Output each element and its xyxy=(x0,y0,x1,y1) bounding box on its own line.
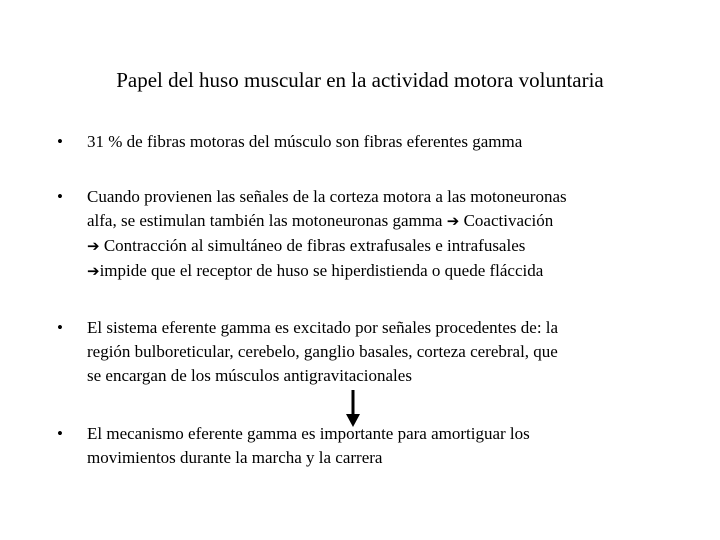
bullet-1 xyxy=(57,130,657,154)
bullet-3-line-2: región bulboreticular, cerebelo, ganglio basales, corteza cerebral, que xyxy=(87,342,558,361)
bullet-1-line-1: 31 % de fibras motoras del músculo son fibras eferentes gamma xyxy=(87,132,523,151)
bullet-2 xyxy=(57,185,657,284)
bullet-2-coactivation: Coactivación xyxy=(463,211,554,230)
bullet-2-line-4 xyxy=(87,259,657,284)
bullet-dot: • xyxy=(57,132,63,151)
right-arrow-icon: ➔ xyxy=(87,264,100,280)
slide-title: Papel del huso muscular en la actividad motora voluntaria xyxy=(116,68,604,92)
bullet-dot: • xyxy=(57,424,63,443)
bullet-4-line-2: movimientos durante la marcha y la carrera xyxy=(87,448,383,467)
bullet-4-line-1: El mecanismo eferente gamma es importante para amortiguar los xyxy=(87,424,530,443)
bullet-3-line-3: se encargan de los músculos antigravitacionales xyxy=(87,366,412,385)
bullet-2-line-1: Cuando provienen las señales de la corteza motora a las motoneuronas xyxy=(87,187,567,206)
bullet-4 xyxy=(57,422,657,470)
right-arrow-icon: ➔ xyxy=(87,239,100,255)
bullet-2-line-2 xyxy=(87,209,657,234)
bullet-dot: • xyxy=(57,187,63,206)
bullet-2-line-3 xyxy=(87,234,657,259)
bullet-2-line-4-text: impide que el receptor de huso se hiperdistienda o quede fláccida xyxy=(99,261,544,280)
bullet-2-line-2-text: alfa, se estimulan también las motoneuronas gamma xyxy=(87,211,443,230)
bullet-2-line-3-text: Contracción al simultáneo de fibras extrafusales e intrafusales xyxy=(103,236,526,255)
bullet-3 xyxy=(57,316,657,388)
bullet-dot: • xyxy=(57,318,63,337)
bullet-3-line-1: El sistema eferente gamma es excitado por señales procedentes de: la xyxy=(87,318,559,337)
right-arrow-icon: ➔ xyxy=(446,214,460,230)
